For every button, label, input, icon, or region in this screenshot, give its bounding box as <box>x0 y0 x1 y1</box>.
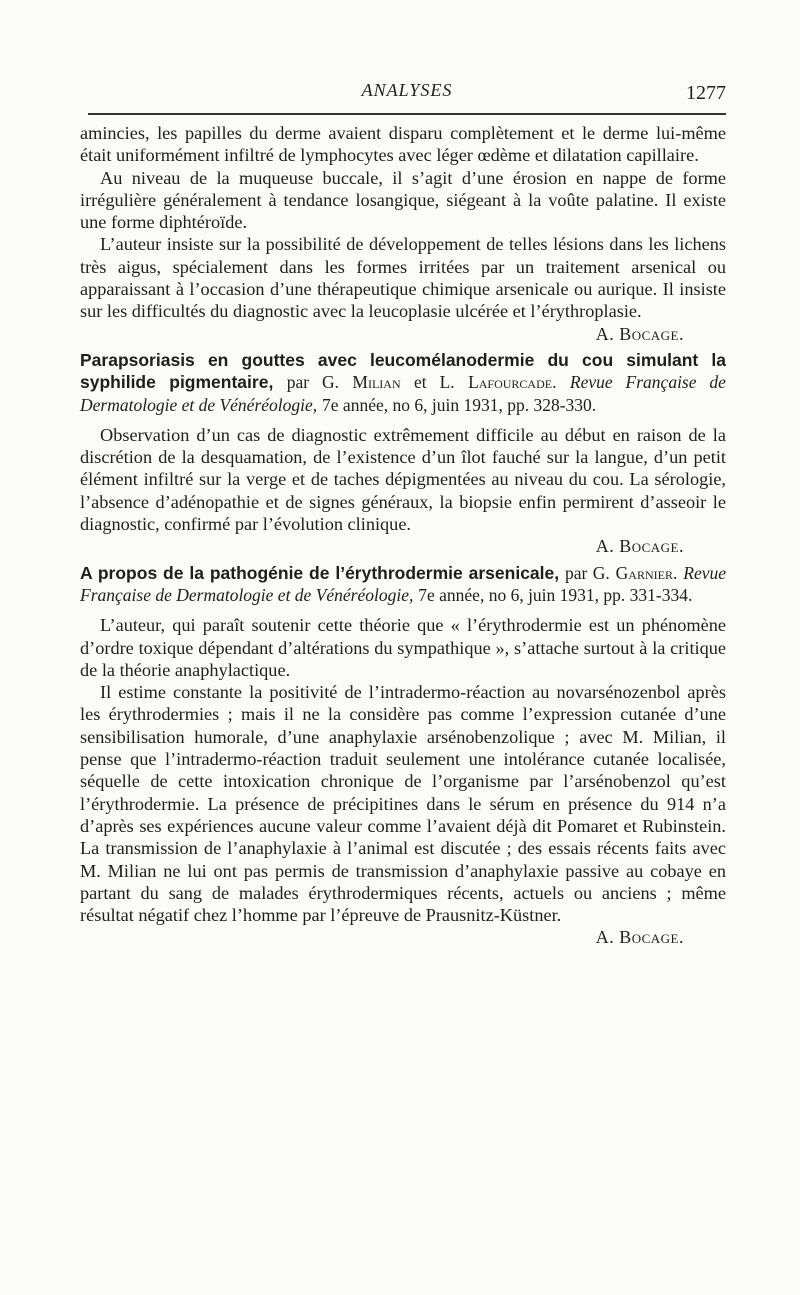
signature: A. Bocage. <box>595 323 684 344</box>
journal-name: Revue Française de Dermatologie et de Vénéréologie, <box>80 562 726 605</box>
author-conjunction: et L. <box>414 372 455 393</box>
author-name: Garnier. <box>615 562 678 583</box>
signature: A. Bocage. <box>595 536 684 557</box>
author-name: Milian <box>352 372 401 393</box>
article-paragraph: Il estime constante la positivité de l’intradermo-réaction au novarsénozenbol après les érythrodermies ; mais il ne la considère pas comme l’expression cutanée d’une sensibilisation humorale, d’une anaphylaxie arsénobenzolique ; avec M. Milian, il pense que l’intradermo-réaction traduit seulement une intolérance cutanée localisée, séquelle de cette intoxication chronique de l’organisme par l’arsénobenzol qu’est l’érythrodermie. La présence de précipitines dans le sérum en présence du 914 n’a d’après ses expériences aucune valeur comme l’avaient déjà dit Pomaret et Rubinstein. La transmission de l’anaphylaxie à l’animal est discutée ; des essais récents faits avec M. Milian ne lui ont pas permis de transmission d’anaphylaxie passive au cobaye en partant du sang de malades érythrodermiques récents, actuels ou anciens ; même résultat négatif chez l’homme par l’épreuve de Prausnitz-Küstner. <box>80 682 726 926</box>
signature: A. Bocage. <box>595 927 684 948</box>
page-body <box>80 122 726 949</box>
article-title: A propos de la pathogénie de l’érythrodermie arsenicale, <box>80 562 560 583</box>
author-name: Lafourcade. <box>468 372 557 393</box>
article-paragraph: L’auteur, qui paraît soutenir cette théorie que « l’érythrodermie est un phénomène d’ordre toxique dépendant d’altérations du sympathique », s’attache surtout à la critique de la théorie anaphylactique. <box>80 615 726 680</box>
article-body <box>80 424 726 535</box>
article-paragraph: Observation d’un cas de diagnostic extrêmement difficile au début en raison de la discrétion de la desquamation, de l’existence d’un îlot fauché sur la langue, d’un petit élément infiltré sur la verge et de taches dépigmentées au niveau du cou. La sérologie, l’absence d’adénopathie et de signes généraux, la biopsie enfin permirent d’asseoir le diagnostic, confirmé par l’évolution clinique. <box>80 424 726 535</box>
author-prefix: par G. <box>286 372 339 393</box>
citation: 7e année, no 6, juin 1931, pp. 328-330. <box>322 394 597 415</box>
intro-paragraph: L’auteur insiste sur la possibilité de développement de telles lésions dans les lichens très aigus, spécialement dans les formes irritées par un traitement arsenical ou apparaissant à l’occasion d’une thérapeutique chimique arsenicale ou aurique. Il insiste sur les difficultés du diagnostic avec la leucoplasie ulcérée et l’érythroplasie. <box>80 234 726 322</box>
author-prefix: par G. <box>565 562 610 583</box>
page-number: 1277 <box>686 82 726 104</box>
article-body <box>80 614 726 926</box>
journal-name: Revue Française de Dermatologie et de Vénéréologie, <box>80 372 726 415</box>
citation: 7e année, no 6, juin 1931, pp. 331-334. <box>418 584 693 605</box>
article-title: Parapsoriasis en gouttes avec leucomélanodermie du cou simulant la syphilide pigmentaire, <box>80 349 726 393</box>
running-title: ANALYSES <box>361 80 453 100</box>
running-header <box>88 80 726 106</box>
intro-paragraph: Au niveau de la muqueuse buccale, il s’agit d’une érosion en nappe de forme irrégulière généralement à tendance losangique, siégeant à la voûte palatine. Il existe une forme diphtéroïde. <box>80 167 726 233</box>
intro-paragraph: amincies, les papilles du derme avaient disparu complètement et le derme lui-même était uniformément infiltré de lymphocytes avec léger œdème et dilatation capillaire. <box>80 123 726 166</box>
article-heading <box>80 562 726 607</box>
header-rule <box>88 113 726 115</box>
article-heading <box>80 349 726 416</box>
